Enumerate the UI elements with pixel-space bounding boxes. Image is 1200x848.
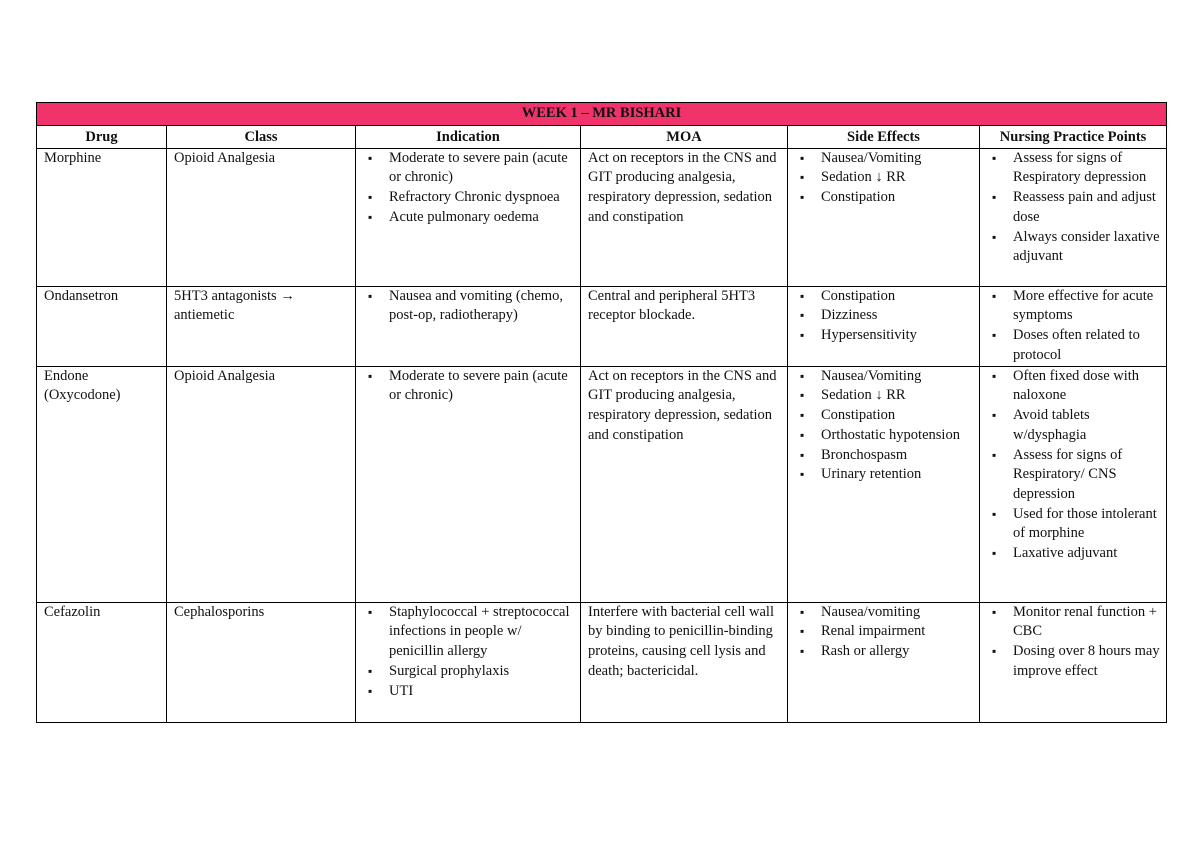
header-class: Class [167, 126, 356, 149]
list-item: ▪ Moderate to severe pain (acute or chronic) [363, 149, 575, 188]
moa-cell-text: Interfere with bacterial cell wall by binding to penicillin-binding proteins, causing cell lysis and death; bactericidal. [588, 603, 774, 679]
indication-cell [356, 602, 581, 722]
list-item: ▪ UTI [363, 682, 575, 702]
nursing-cell-list [987, 603, 1161, 682]
drug-cell-text: Ondansetron [44, 287, 119, 304]
side-effects-cell-list [795, 603, 974, 662]
list-item: ▪ Renal impairment [795, 622, 974, 642]
moa-cell-text: Central and peripheral 5HT3 receptor blockade. [588, 287, 756, 324]
side-effects-cell [788, 602, 980, 722]
list-item: ▪ Orthostatic hypotension [795, 426, 974, 446]
class-cell [167, 366, 356, 602]
class-cell-text: Cephalosporins [174, 603, 265, 620]
list-item: ▪ Staphylococcal + streptococcal infections in people w/ penicillin allergy [363, 603, 575, 662]
class-cell [167, 602, 356, 722]
list-item: ▪ Avoid tablets w/dysphagia [987, 406, 1161, 445]
nursing-cell-list [987, 149, 1161, 267]
side-effects-cell-list [795, 287, 974, 346]
list-item: ▪ Moderate to severe pain (acute or chronic) [363, 367, 575, 406]
header-moa: MOA [581, 126, 788, 149]
side-effects-cell [788, 148, 980, 286]
list-item: ▪ Constipation [795, 188, 974, 208]
class-cell-text: Opioid Analgesia [174, 149, 276, 166]
list-item: ▪ Nausea/Vomiting [795, 367, 974, 387]
list-item: ▪ Acute pulmonary oedema [363, 208, 575, 228]
indication-cell [356, 148, 581, 286]
list-item: ▪ Constipation [795, 287, 974, 307]
list-item: ▪ Bronchospasm [795, 446, 974, 466]
moa-cell [581, 148, 788, 286]
table-row [37, 602, 1167, 722]
list-item: ▪ Doses often related to protocol [987, 326, 1161, 365]
list-item: ▪ Sedation ↓ RR [795, 168, 974, 188]
side-effects-cell [788, 366, 980, 602]
list-item: ▪ Laxative adjuvant [987, 544, 1161, 564]
list-item: ▪ Nausea/vomiting [795, 603, 974, 623]
list-item: ▪ Urinary retention [795, 465, 974, 485]
side-effects-cell [788, 286, 980, 366]
list-item: ▪ Assess for signs of Respiratory/ CNS depression [987, 446, 1161, 505]
moa-cell [581, 366, 788, 602]
indication-cell [356, 366, 581, 602]
drug-cell-text: Endone (Oxycodone) [44, 367, 121, 404]
list-item: ▪ Sedation ↓ RR [795, 386, 974, 406]
drug-cell-text: Morphine [44, 149, 102, 166]
moa-cell-text: Act on receptors in the CNS and GIT producing analgesia, respiratory depression, sedation and constipation [588, 149, 777, 225]
list-item: ▪ Reassess pain and adjust dose [987, 188, 1161, 227]
list-item: ▪ Dosing over 8 hours may improve effect [987, 642, 1161, 681]
class-cell [167, 286, 356, 366]
list-item: ▪ Nausea/Vomiting [795, 149, 974, 169]
side-effects-cell-list [795, 149, 974, 208]
drug-cell [37, 366, 167, 602]
title-row [37, 103, 1167, 126]
drug-cell [37, 602, 167, 722]
side-effects-cell-list [795, 367, 974, 485]
class-cell [167, 148, 356, 286]
list-item: ▪ Rash or allergy [795, 642, 974, 662]
list-item: ▪ Assess for signs of Respiratory depression [987, 149, 1161, 188]
list-item: ▪ Surgical prophylaxis [363, 662, 575, 682]
class-cell-text: Opioid Analgesia [174, 367, 276, 384]
moa-cell [581, 602, 788, 722]
list-item: ▪ Monitor renal function + CBC [987, 603, 1161, 642]
indication-cell-list [363, 287, 575, 326]
drug-cell [37, 148, 167, 286]
nursing-cell [980, 602, 1167, 722]
header-indication: Indication [356, 126, 581, 149]
nursing-cell-list [987, 367, 1161, 564]
indication-cell-list [363, 603, 575, 702]
list-item: ▪ Always consider laxative adjuvant [987, 228, 1161, 267]
header-nursing-points: Nursing Practice Points [980, 126, 1167, 149]
nursing-cell [980, 366, 1167, 602]
nursing-cell-list [987, 287, 1161, 366]
moa-cell-text: Act on receptors in the CNS and GIT producing analgesia, respiratory depression, sedation and constipation [588, 367, 777, 443]
indication-cell-list [363, 367, 575, 406]
nursing-cell [980, 286, 1167, 366]
header-drug: Drug [37, 126, 167, 149]
header-side-effects: Side Effects [788, 126, 980, 149]
moa-cell [581, 286, 788, 366]
indication-cell [356, 286, 581, 366]
table-row [37, 148, 1167, 286]
list-item: ▪ More effective for acute symptoms [987, 287, 1161, 326]
list-item: ▪ Hypersensitivity [795, 326, 974, 346]
list-item: ▪ Often fixed dose with naloxone [987, 367, 1161, 406]
list-item: ▪ Nausea and vomiting (chemo, post-op, radiotherapy) [363, 287, 575, 326]
table-body [37, 148, 1167, 722]
list-item: ▪ Constipation [795, 406, 974, 426]
drug-table [36, 102, 1167, 723]
table-row [37, 286, 1167, 366]
list-item: ▪ Used for those intolerant of morphine [987, 505, 1161, 544]
list-item: ▪ Refractory Chronic dyspnoea [363, 188, 575, 208]
indication-cell-list [363, 149, 575, 228]
class-cell-text: 5HT3 antagonists → antiemetic [174, 287, 295, 324]
list-item: ▪ Dizziness [795, 306, 974, 326]
drug-cell-text: Cefazolin [44, 603, 101, 620]
table-row [37, 366, 1167, 602]
header-row [37, 126, 1167, 149]
table-title: WEEK 1 – MR BISHARI [37, 103, 1167, 126]
drug-cell [37, 286, 167, 366]
nursing-cell [980, 148, 1167, 286]
